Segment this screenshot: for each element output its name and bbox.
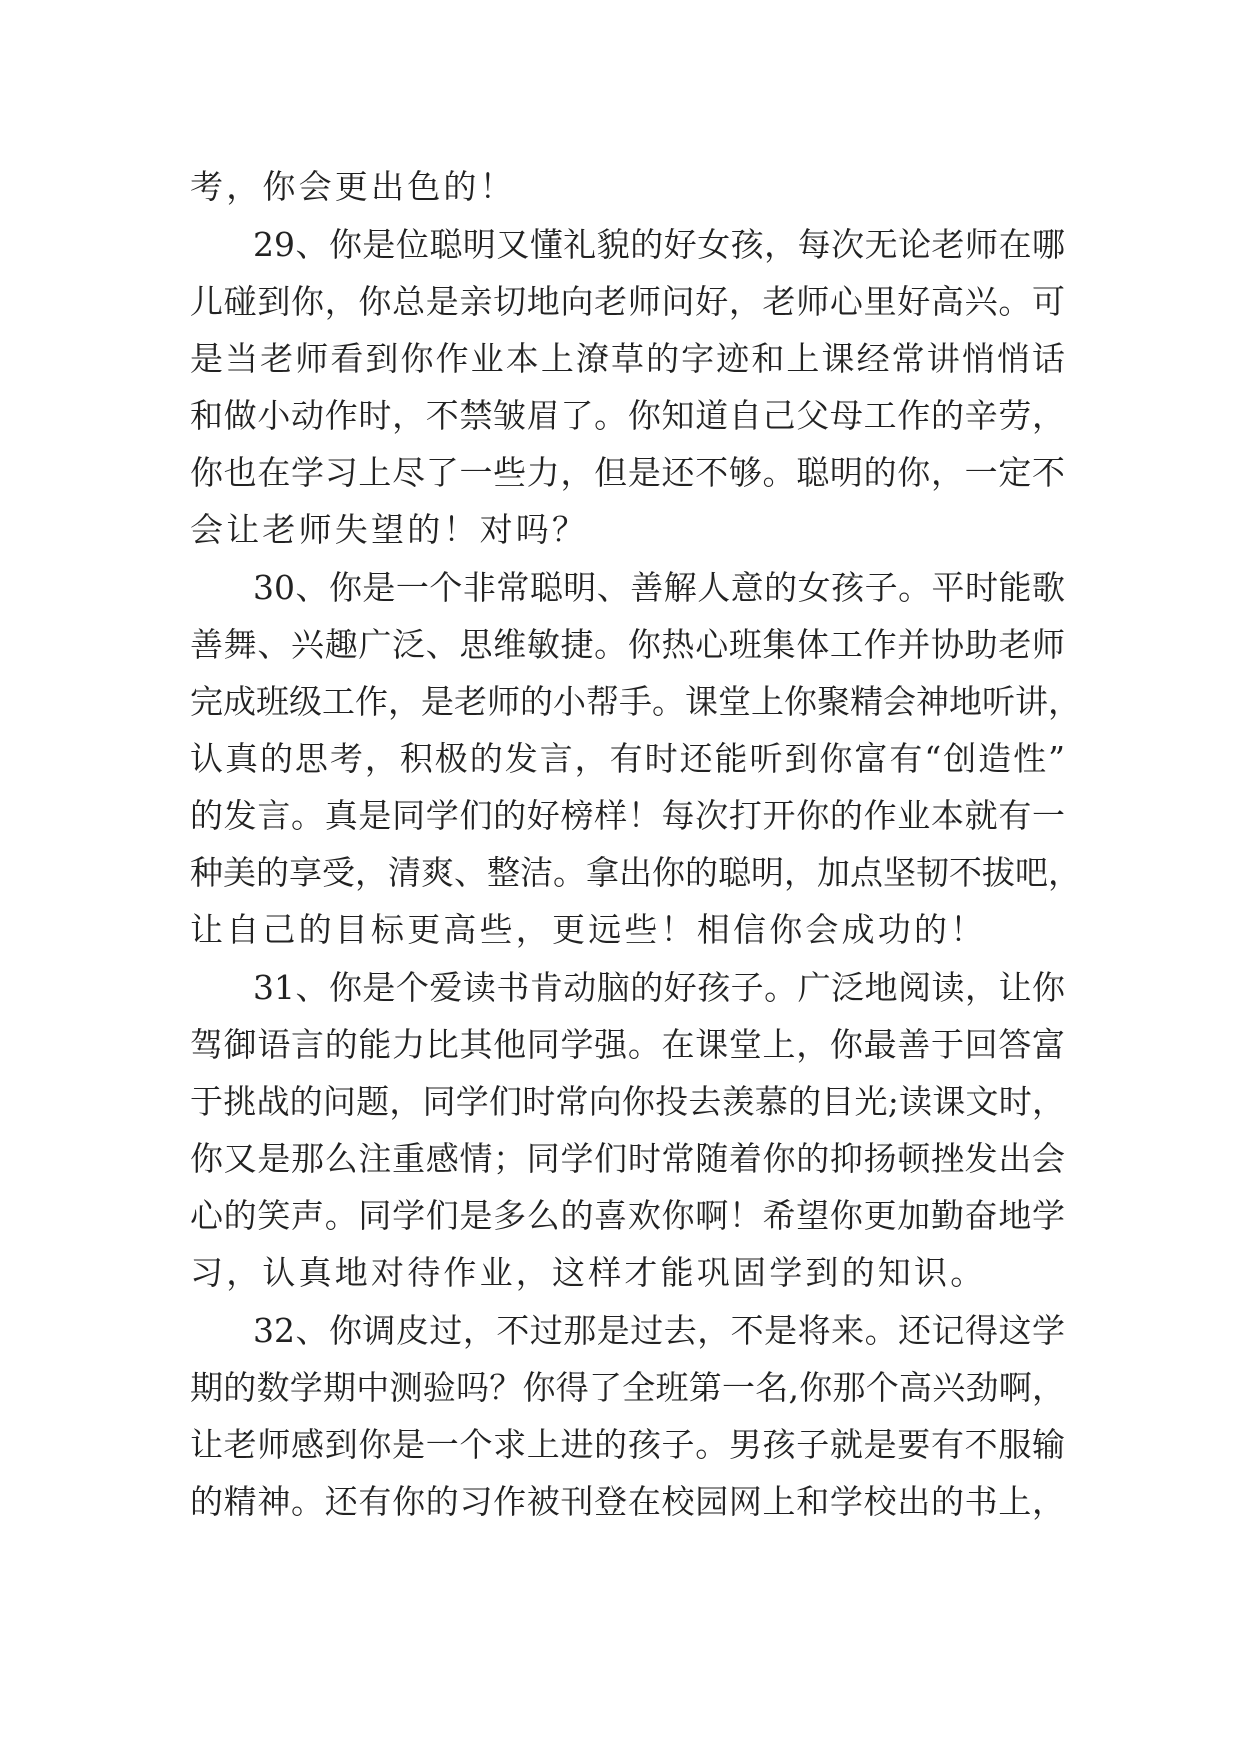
- text-line: 和做小动作时，不禁皱眉了。你知道自己父母工作的辛劳，: [190, 396, 1065, 435]
- text-line: 你又是那么注重感情；同学们时常随着你的抑扬顿挫发出会: [190, 1139, 1065, 1178]
- text-line: 种美的享受，清爽、整洁。拿出你的聪明，加点坚韧不拔吧，: [190, 853, 1081, 892]
- text-line: 你也在学习上尽了一些力，但是还不够。聪明的你，一定不: [190, 453, 1065, 492]
- text-line: 期的数学期中测验吗？你得了全班第一名,你那个高兴劲啊，: [190, 1368, 1065, 1407]
- text-line: 驾御语言的能力比其他同学强。在课堂上，你最善于回答富: [190, 1025, 1065, 1064]
- paragraph-31-start: 31、你是个爱读书肯动脑的好孩子。广泛地阅读，让你: [253, 968, 1065, 1007]
- text-line: 习，认真地对待作业，这样才能巩固学到的知识。: [190, 1253, 987, 1292]
- text-line: 心的笑声。同学们是多么的喜欢你啊！希望你更加勤奋地学: [190, 1196, 1065, 1235]
- text-line: 儿碰到你，你总是亲切地向老师问好，老师心里好高兴。可: [190, 282, 1065, 321]
- text-line: 的精神。还有你的习作被刊登在校园网上和学校出的书上，: [190, 1482, 1065, 1521]
- text-line: 完成班级工作，是老师的小帮手。课堂上你聚精会神地听讲，: [190, 682, 1081, 721]
- text-line: 认真的思考，积极的发言，有时还能听到你富有“创造性”: [190, 739, 1065, 778]
- text-line: 善舞、兴趣广泛、思维敏捷。你热心班集体工作并协助老师: [190, 625, 1065, 664]
- text-line: 考，你会更出色的！: [190, 167, 516, 206]
- text-line: 是当老师看到你作业本上潦草的字迹和上课经常讲悄悄话: [190, 339, 1065, 378]
- text-line: 的发言。真是同学们的好榜样！每次打开你的作业本就有一: [190, 796, 1065, 835]
- paragraph-32-start: 32、你调皮过，不过那是过去，不是将来。还记得这学: [253, 1311, 1065, 1350]
- paragraph-30-start: 30、你是一个非常聪明、善解人意的女孩子。平时能歌: [253, 568, 1065, 607]
- text-line: 让老师感到你是一个求上进的孩子。男孩子就是要有不服输: [190, 1425, 1065, 1464]
- text-line: 于挑战的问题，同学们时常向你投去羡慕的目光;读课文时，: [190, 1082, 1065, 1121]
- paragraph-29-start: 29、你是位聪明又懂礼貌的好女孩，每次无论老师在哪: [253, 225, 1065, 264]
- text-line: 让自己的目标更高些，更远些！相信你会成功的！: [190, 910, 987, 949]
- text-line: 会让老师失望的！对吗？: [190, 510, 589, 549]
